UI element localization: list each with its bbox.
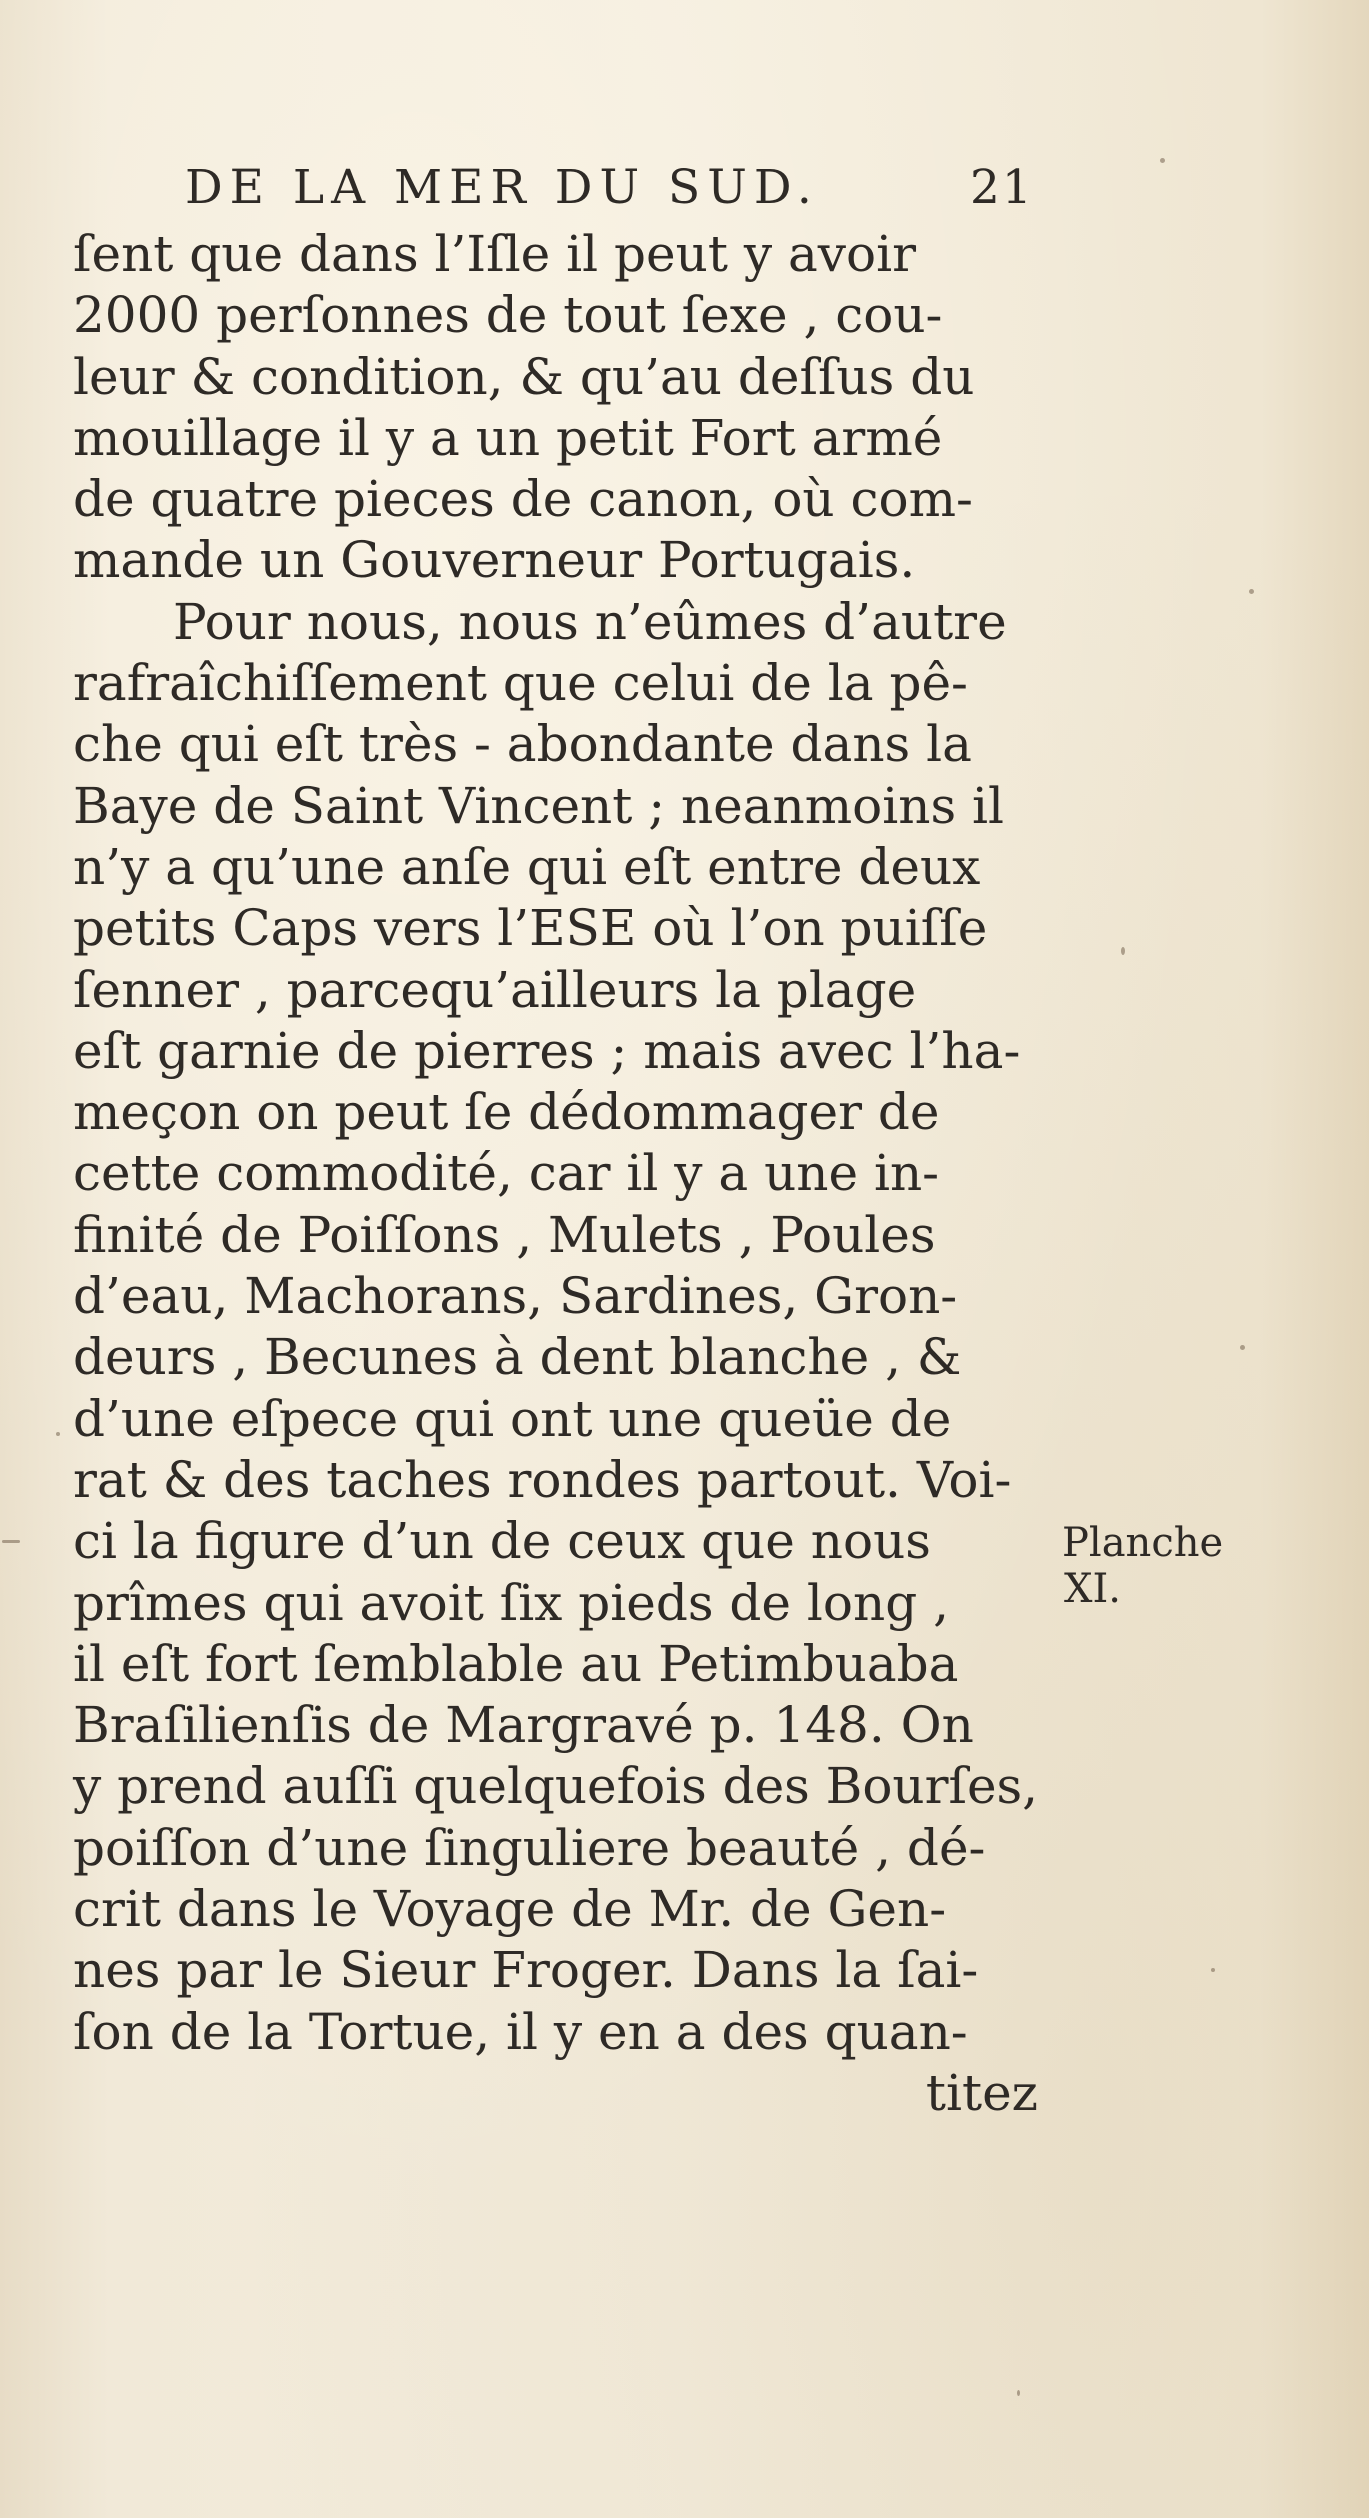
text-line: ſent que dans l’Iſle il peut y avoir	[73, 225, 917, 283]
text-line: poiſſon d’une ſinguliere beauté , dé-	[73, 1818, 986, 1877]
text-line: d’une eſpece qui ont une queüe de	[73, 1389, 952, 1448]
text-line: ſenner , parcequ’ailleurs la plage	[73, 960, 917, 1019]
catchword: titez	[925, 2063, 1038, 2122]
text-line: finité de Poiſſons , Mulets , Poules	[73, 1205, 936, 1264]
text-line: ſon de la Tortue, il y en a des quan-	[73, 2002, 968, 2061]
paragraph-start-line: Pour nous, nous n’eûmes d’autre	[173, 592, 1007, 651]
text-line: ci la figure d’un de ceux que nous	[73, 1512, 931, 1571]
paper-speck	[1249, 589, 1254, 594]
text-line: n’y a qu’une anſe qui eſt entre deux	[73, 837, 981, 896]
page-number: 21	[970, 160, 1034, 215]
text-line: petits Caps vers l’ESE où l’on puiſſe	[73, 899, 988, 958]
margin-note-label: Planche	[1062, 1520, 1224, 1566]
text-line: il eſt fort ſemblable au Petimbuaba	[73, 1634, 959, 1693]
text-line: 2000 perſonnes de tout ſexe , cou-	[73, 286, 943, 345]
text-line: y prend auſſi quelquefois des Bourſes,	[73, 1757, 1038, 1816]
text-line: Braſilienſis de Margravé p. 148. On	[73, 1696, 974, 1755]
text-line: che qui eſt très - abondante dans la	[73, 715, 972, 774]
text-line: prîmes qui avoit ſix pieds de long ,	[73, 1573, 950, 1632]
text-line: crit dans le Voyage de Mr. de Gen-	[73, 1880, 947, 1939]
text-line: leur & condition, & qu’au deſſus du	[73, 347, 975, 406]
text-line: eſt garnie de pierres ; mais avec l’ha-	[73, 1021, 1021, 1080]
text-line: mouillage il y a un petit Fort armé	[73, 408, 943, 467]
text-line: deurs , Becunes à dent blanche , &	[73, 1328, 962, 1387]
paper-speck	[56, 1432, 60, 1436]
text-line: de quatre pieces de canon, où com-	[73, 470, 973, 529]
text-line: cette commodité, car il y a une in-	[73, 1144, 940, 1203]
text-line: rat & des taches rondes partout. Voi-	[73, 1450, 1012, 1509]
paper-speck	[1017, 2390, 1020, 2396]
running-head-title: DE LA MER DU SUD.	[185, 160, 819, 215]
text-line: meçon on peut ſe dédommager de	[73, 1083, 940, 1142]
paper-speck	[1211, 1968, 1215, 1972]
text-line: Baye de Saint Vincent ; neanmoins il	[73, 776, 1005, 835]
paper-speck	[1240, 1345, 1245, 1350]
text-line: d’eau, Machorans, Sardines, Gron-	[73, 1267, 958, 1326]
text-line: mande un Gouverneur Portugais.	[73, 531, 916, 590]
text-line: rafraîchiſſement que celui de la pê-	[73, 654, 968, 713]
paper-speck	[1121, 947, 1125, 955]
margin-note-plate-number: XI.	[1064, 1566, 1121, 1612]
paper-speck	[2, 1540, 20, 1543]
body-text	[73, 224, 1038, 2124]
margin-note	[1062, 1520, 1223, 1612]
running-head	[0, 158, 1369, 218]
text-line: nes par le Sieur Froger. Dans la ſai-	[73, 1941, 979, 2000]
